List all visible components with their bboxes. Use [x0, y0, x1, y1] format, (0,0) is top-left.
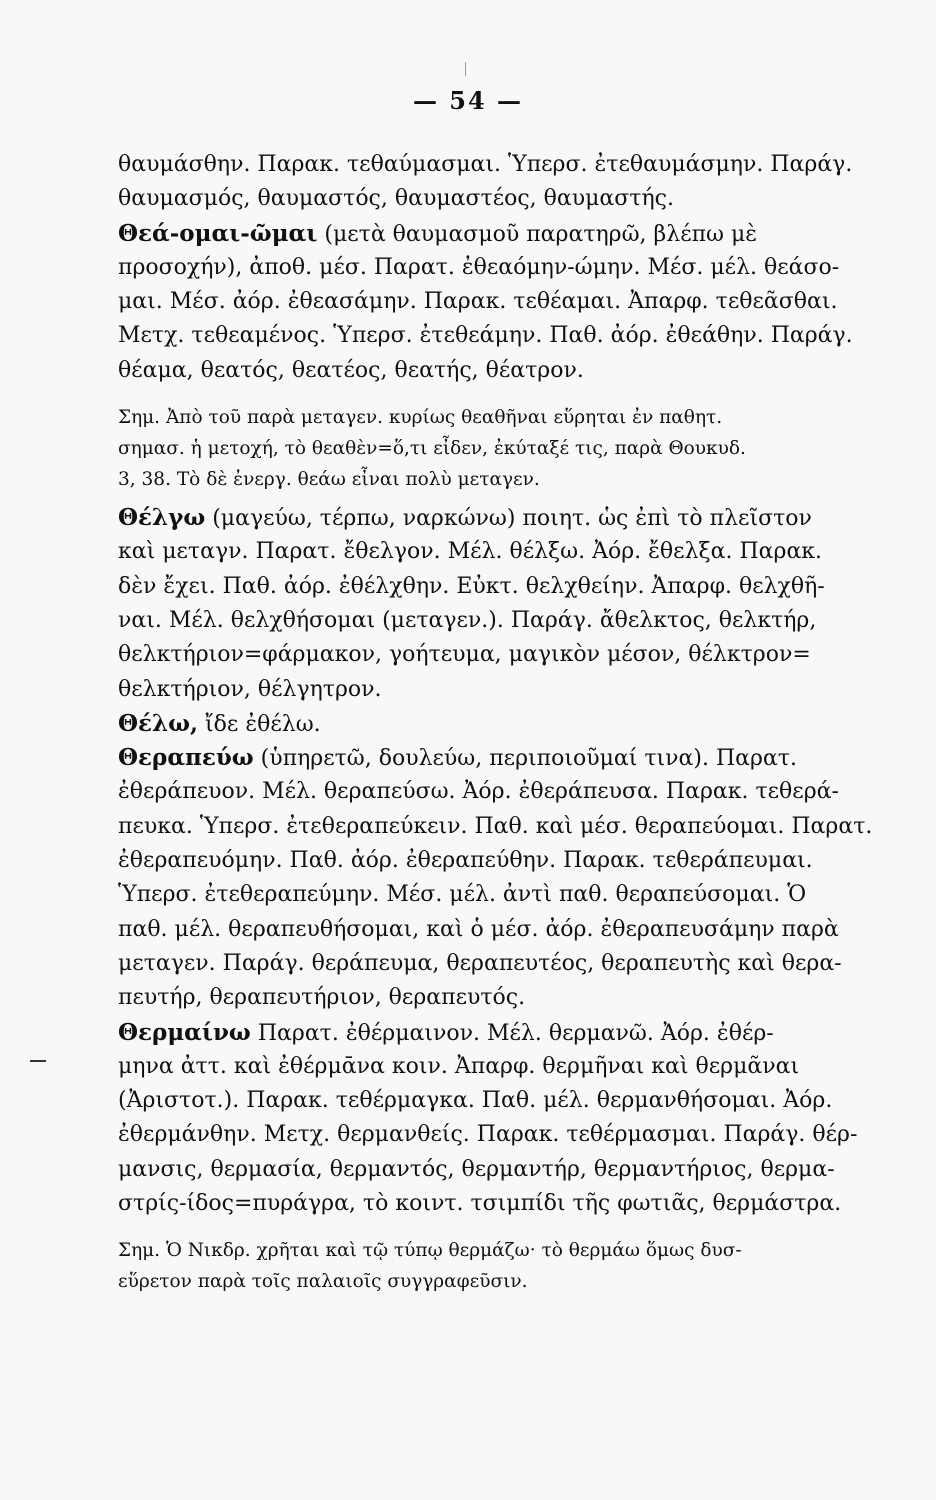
note-line: εὕρετον παρὰ τοῖς παλαιοῖς συγγραφεῦσιν. — [118, 1271, 528, 1293]
note-line: σημασ. ἡ μετοχή, τὸ θεαθὲν=ὅ,τι εἶδεν, ἐκύταξέ τις, παρὰ Θουκυδ. — [118, 438, 746, 460]
text-line: μανσις, θερμασία, θερμαντός, θερμαντήρ, θερμαντήριος, θερμα- — [118, 1156, 835, 1182]
text-line: στρίς-ίδος=πυράγρα, τὸ κοιντ. τσιμπίδι τῆς φωτιᾶς, θερμάστρα. — [118, 1191, 842, 1217]
text-line: καὶ μεταγν. Παρατ. ἔθελγον. Μέλ. θέλξω. Ἀόρ. ἔθελξα. Παρακ. — [118, 539, 823, 565]
continuation-block — [118, 148, 878, 217]
text-line: παθ. μέλ. θεραπευθήσομαι, καὶ ὁ μέσ. ἀόρ. ἐθεραπευσάμην παρὰ — [118, 916, 839, 942]
entry-first-line — [118, 707, 878, 741]
text-line: Ὑπερσ. ἐτεθεραπεύμην. Μέσ. μέλ. ἀντὶ παθ. θεραπεύσομαι. Ὁ — [118, 882, 807, 908]
text-line: θέαμα, θεατός, θεατέος, θεατής, θέατρον. — [118, 357, 584, 383]
headword: Θεραπεύω — [118, 744, 254, 772]
text-line: ἐθερμάνθην. Μετχ. θερμανθείς. Παρακ. τεθέρμασμαι. Παράγ. θέρ- — [118, 1122, 858, 1148]
entry-first-line — [118, 1016, 878, 1050]
text-line: δὲν ἔχει. Παθ. ἀόρ. ἐθέλχθην. Εὐκτ. θελχθείην. Ἀπαρφ. θελχθῆ- — [118, 573, 825, 599]
text-line: ναι. Μέλ. θελχθήσομαι (μεταγεν.). Παράγ. ἄθελκτος, θελκτήρ, — [118, 607, 817, 633]
entry-definition: (μαγεύω, τέρπω, ναρκώνω) ποιητ. ὡς ἐπὶ τὸ πλεῖστον — [205, 506, 812, 532]
entry-therapeuo — [118, 741, 878, 1015]
headword: Θερμαίνω — [118, 1018, 251, 1046]
text-line: πευτήρ, θεραπευτήριον, θεραπευτός. — [118, 985, 526, 1011]
text-line: μηνα ἀττ. καὶ ἐθέρμᾱνα κοιν. Ἀπαρφ. θερμῆναι καὶ θερμᾶναι — [118, 1053, 800, 1079]
note-line: Σημ. Ὁ Νικδρ. χρῆται καὶ τῷ τύπῳ θερμάζω· τὸ θερμάω ὅμως δυσ- — [118, 1240, 742, 1262]
note-block — [118, 402, 878, 495]
text-line: προσοχήν), ἀποθ. μέσ. Παρατ. ἐθεαόμην-ώμην. Μέσ. μέλ. θεάσο- — [118, 254, 840, 280]
text-line: θαυμάσθην. Παρακ. τεθαύμασμαι. Ὑπερσ. ἐτεθαυμάσμην. Παράγ. — [118, 152, 853, 177]
entry-thermaino — [118, 1016, 878, 1222]
entry-definition: Παρατ. ἐθέρμαινον. Μέλ. θερμανῶ. Ἀόρ. ἐθέρ- — [250, 1020, 774, 1046]
entry-first-line — [118, 217, 878, 251]
text-line: μαι. Μέσ. ἀόρ. ἐθεασάμην. Παρακ. τεθέαμαι. Ἀπαρφ. τεθεᾶσθαι. — [118, 289, 838, 315]
entry-definition: ἴδε ἐθέλω. — [198, 711, 321, 737]
note-line: Σημ. Ἀπὸ τοῦ παρὰ μεταγεν. κυρίως θεαθῆναι εὕρηται ἐν παθητ. — [118, 407, 723, 429]
text-line: θαυμασμός, θαυμαστός, θαυμαστέος, θαυμαστής. — [118, 186, 674, 212]
text-line: θελκτήριον=φάρμακον, γοήτευμα, μαγικὸν μέσον, θέλκτρον= — [118, 642, 811, 668]
headword: Θεά-ομαι-ῶμαι — [118, 219, 318, 247]
margin-tick — [465, 62, 466, 76]
text-line: (Ἀριστοτ.). Παρακ. τεθέρμαγκα. Παθ. μέλ. θερμανθήσομαι. Ἀόρ. — [118, 1088, 833, 1114]
page-number: — 54 — — [412, 86, 524, 115]
note-block — [118, 1235, 878, 1297]
text-line: μεταγεν. Παράγ. θεράπευμα, θεραπευτέος, θεραπευτὴς καὶ θερα- — [118, 950, 842, 976]
entry-first-line — [118, 741, 878, 775]
entry-definition: (μετὰ θαυμασμοῦ παρατηρῶ, βλέπω μὲ — [317, 221, 758, 247]
text-line: Μετχ. τεθεαμένος. Ὑπερσ. ἐτεθεάμην. Παθ. ἀόρ. ἐθεάθην. Παράγ. — [118, 323, 853, 349]
text-line: θελκτήριον, θέλγητρον. — [118, 676, 382, 702]
note-line: 3, 38. Τὸ δὲ ἐνεργ. θεάω εἶναι πολὺ μεταγεν. — [118, 469, 540, 491]
text-line: ἐθεράπευον. Μέλ. θεραπεύσω. Ἀόρ. ἐθεράπευσα. Παρακ. τεθερά- — [118, 779, 839, 805]
entry-definition: (ὑπηρετῶ, δουλεύω, περιποιοῦμαί τινα). Παρατ. — [253, 746, 797, 772]
entry-theaomai — [118, 217, 878, 388]
entry-thelo — [118, 707, 878, 741]
entry-first-line — [118, 501, 878, 535]
headword: Θέλγω — [118, 504, 206, 532]
entry-thelgo — [118, 501, 878, 707]
page-body — [118, 148, 878, 1297]
text-line: πευκα. Ὑπερσ. ἐτεθεραπεύκειν. Παθ. καὶ μέσ. θεραπεύομαι. Παρατ. — [118, 813, 873, 839]
headword: Θέλω, — [118, 709, 199, 737]
text-line: ἐθεραπευόμην. Παθ. ἀόρ. ἐθεραπεύθην. Παρακ. τεθεράπευμαι. — [118, 848, 813, 874]
margin-dash — [30, 1060, 46, 1062]
